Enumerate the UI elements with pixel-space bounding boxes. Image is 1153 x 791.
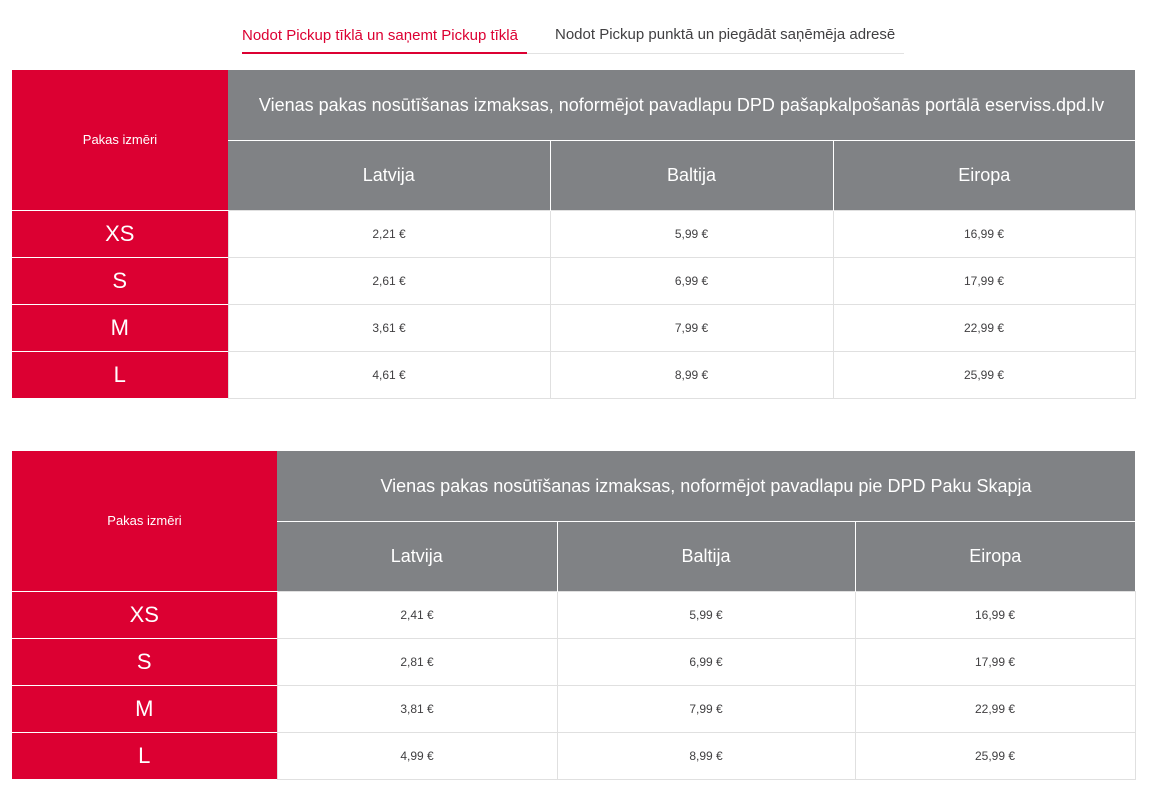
- table-title: Vienas pakas nosūtīšanas izmaksas, noformējot pavadlapu DPD pašapkalpošanās portālā eserviss.dpd.lv: [228, 70, 1135, 140]
- price-cell: 2,61 €: [228, 257, 550, 304]
- region-header-eiropa: Eiropa: [855, 521, 1135, 591]
- price-cell: 2,81 €: [277, 638, 557, 685]
- size-label: M: [12, 304, 228, 351]
- size-label: L: [12, 351, 228, 398]
- size-label: XS: [12, 591, 277, 638]
- table-row: [12, 685, 1135, 732]
- region-header-baltija: Baltija: [550, 140, 833, 210]
- table-row: [12, 638, 1135, 685]
- price-cell: 17,99 €: [833, 257, 1135, 304]
- region-header-latvija: Latvija: [228, 140, 550, 210]
- size-label: XS: [12, 210, 228, 257]
- price-table-eserviss: [12, 70, 1136, 399]
- price-cell: 22,99 €: [833, 304, 1135, 351]
- price-cell: 16,99 €: [855, 591, 1135, 638]
- size-label: L: [12, 732, 277, 779]
- price-cell: 3,81 €: [277, 685, 557, 732]
- table-row: [12, 304, 1135, 351]
- price-cell: 5,99 €: [557, 591, 855, 638]
- size-label: S: [12, 638, 277, 685]
- tab-pickup-to-address[interactable]: Nodot Pickup punktā un piegādāt saņēmēja adresē: [555, 25, 896, 43]
- price-cell: 6,99 €: [557, 638, 855, 685]
- table-row: [12, 351, 1135, 398]
- price-cell: 7,99 €: [550, 304, 833, 351]
- price-cell: 17,99 €: [855, 638, 1135, 685]
- region-header-latvija: Latvija: [277, 521, 557, 591]
- price-cell: 4,99 €: [277, 732, 557, 779]
- price-cell: 25,99 €: [833, 351, 1135, 398]
- table-row: [12, 591, 1135, 638]
- price-cell: 6,99 €: [550, 257, 833, 304]
- tab-pickup-to-pickup[interactable]: Nodot Pickup tīklā un saņemt Pickup tīklā: [242, 16, 527, 54]
- price-cell: 3,61 €: [228, 304, 550, 351]
- size-column-header: Pakas izmēri: [12, 451, 277, 591]
- price-cell: 16,99 €: [833, 210, 1135, 257]
- size-label: M: [12, 685, 277, 732]
- price-cell: 25,99 €: [855, 732, 1135, 779]
- table-title: Vienas pakas nosūtīšanas izmaksas, noformējot pavadlapu pie DPD Paku Skapja: [277, 451, 1135, 521]
- price-cell: 22,99 €: [855, 685, 1135, 732]
- size-column-header: Pakas izmēri: [12, 70, 228, 210]
- price-cell: 4,61 €: [228, 351, 550, 398]
- price-cell: 8,99 €: [557, 732, 855, 779]
- price-cell: 2,41 €: [277, 591, 557, 638]
- table-row: [12, 210, 1135, 257]
- table-row: [12, 257, 1135, 304]
- size-label: S: [12, 257, 228, 304]
- price-cell: 5,99 €: [550, 210, 833, 257]
- price-cell: 8,99 €: [550, 351, 833, 398]
- region-header-eiropa: Eiropa: [833, 140, 1135, 210]
- price-cell: 7,99 €: [557, 685, 855, 732]
- table-row: [12, 732, 1135, 779]
- price-cell: 2,21 €: [228, 210, 550, 257]
- price-table-paku-skapis: [12, 451, 1136, 780]
- region-header-baltija: Baltija: [557, 521, 855, 591]
- tab-bar: [242, 16, 904, 54]
